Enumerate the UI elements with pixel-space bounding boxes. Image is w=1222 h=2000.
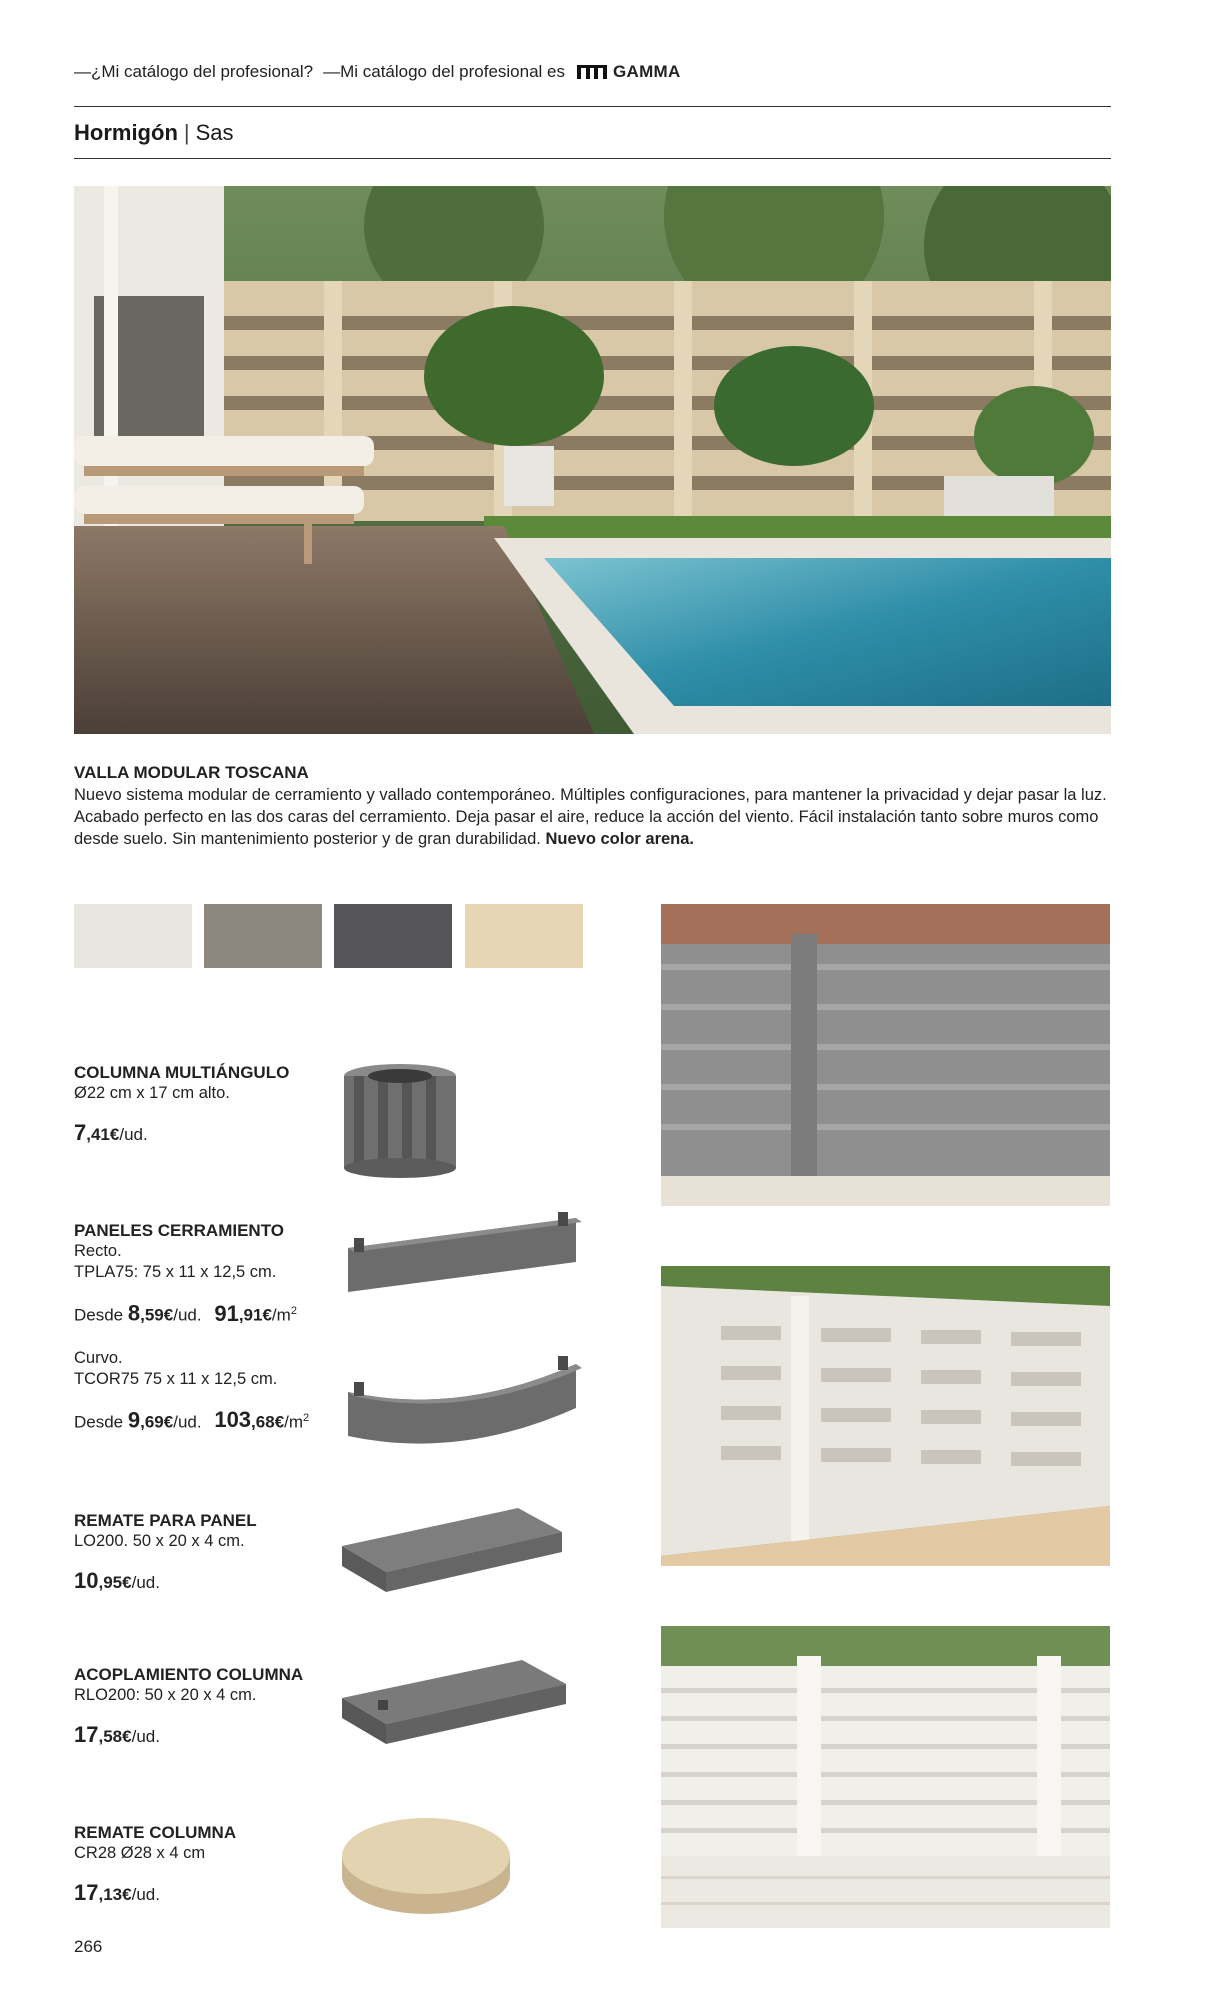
panel-curvo-label: Curvo.	[74, 1348, 123, 1367]
product-name: COLUMNA MULTIÁNGULO	[74, 1063, 290, 1082]
product-remate-columna	[74, 1822, 334, 1905]
product-name: REMATE PARA PANEL	[74, 1511, 257, 1530]
intro-body: Nuevo sistema modular de cerramiento y vallado contemporáneo. Múltiples configuraciones, para mantener la privacidad y dejar pasar la luz. Acabado perfecto en las dos caras del cerramiento. Deja pasar el aire, reduce la acción del viento. Fácil instalación tanto sobre muros como desde suelo. Sin mantenimiento posterior y de gran durabilidad.	[74, 786, 1107, 848]
catalog-tagline	[74, 62, 681, 82]
section-subcategory: Sas	[195, 120, 234, 145]
remate-columna-image	[340, 1806, 512, 1918]
panel-recto-spec: TPLA75: 75 x 11 x 12,5 cm.	[74, 1263, 277, 1281]
product-price: 17,13€/ud.	[74, 1880, 160, 1905]
brand-logo	[577, 62, 681, 82]
panel-recto-price: Desde 8,59€/ud. $91,91€/m^2$	[74, 1300, 297, 1326]
product-name: REMATE COLUMNA	[74, 1823, 237, 1842]
intro-highlight: Nuevo color arena.	[545, 830, 695, 848]
fence-photo-white-curved	[661, 1266, 1110, 1566]
section-rule	[74, 158, 1111, 159]
product-price: 17,58€/ud.	[74, 1722, 160, 1747]
fence-photo-white-wall	[661, 1626, 1110, 1928]
product-price: 10,95€/ud.	[74, 1568, 160, 1593]
product-spec: RLO200: 50 x 20 x 4 cm.	[74, 1686, 257, 1704]
panel-curvo-image	[340, 1352, 584, 1454]
section-separator: |	[183, 120, 190, 145]
product-name: PANELES CERRAMIENTO	[74, 1221, 285, 1240]
hero-image	[74, 186, 1111, 734]
header-rule	[74, 106, 1111, 107]
product-price: 7,41€/ud.	[74, 1120, 148, 1145]
product-spec: CR28 Ø28 x 4 cm	[74, 1844, 206, 1862]
product-remate-panel	[74, 1510, 334, 1593]
panel-curvo-price: Desde 9,69€/ud. $103,68€/m^2$	[74, 1407, 310, 1433]
color-swatch-taupe	[204, 904, 322, 968]
section-category: Hormigón	[74, 120, 178, 145]
tagline-answer: —Mi catálogo del profesional es	[323, 62, 565, 81]
brand-name: GAMMA	[613, 62, 681, 81]
panel-recto-image	[340, 1208, 584, 1300]
panel-curvo-spec: TCOR75 75 x 11 x 12,5 cm.	[74, 1369, 278, 1388]
product-paneles-cerramiento	[74, 1220, 374, 1432]
intro-title: VALLA MODULAR TOSCANA	[74, 763, 309, 782]
product-name: ACOPLAMIENTO COLUMNA	[74, 1665, 304, 1684]
product-columna-multiangulo	[74, 1062, 334, 1145]
page-number: 266	[74, 1937, 103, 1956]
tagline-question: —¿Mi catálogo del profesional?	[74, 62, 314, 81]
panel-recto-label: Recto.	[74, 1242, 122, 1260]
gamma-logo-icon	[577, 65, 607, 79]
remate-panel-image	[338, 1502, 566, 1602]
columna-image	[340, 1062, 460, 1180]
product-acoplamiento-columna	[74, 1664, 374, 1747]
section-title	[74, 120, 234, 146]
color-swatch-white	[74, 904, 192, 968]
fence-photo-gray	[661, 904, 1110, 1206]
acoplamiento-image	[338, 1654, 570, 1754]
intro-text	[74, 784, 1111, 850]
product-spec: LO200. 50 x 20 x 4 cm.	[74, 1532, 245, 1550]
product-spec: Ø22 cm x 17 cm alto.	[74, 1084, 230, 1102]
color-swatch-sand	[465, 904, 583, 968]
intro-block	[74, 762, 1111, 850]
color-swatch-graphite	[334, 904, 452, 968]
